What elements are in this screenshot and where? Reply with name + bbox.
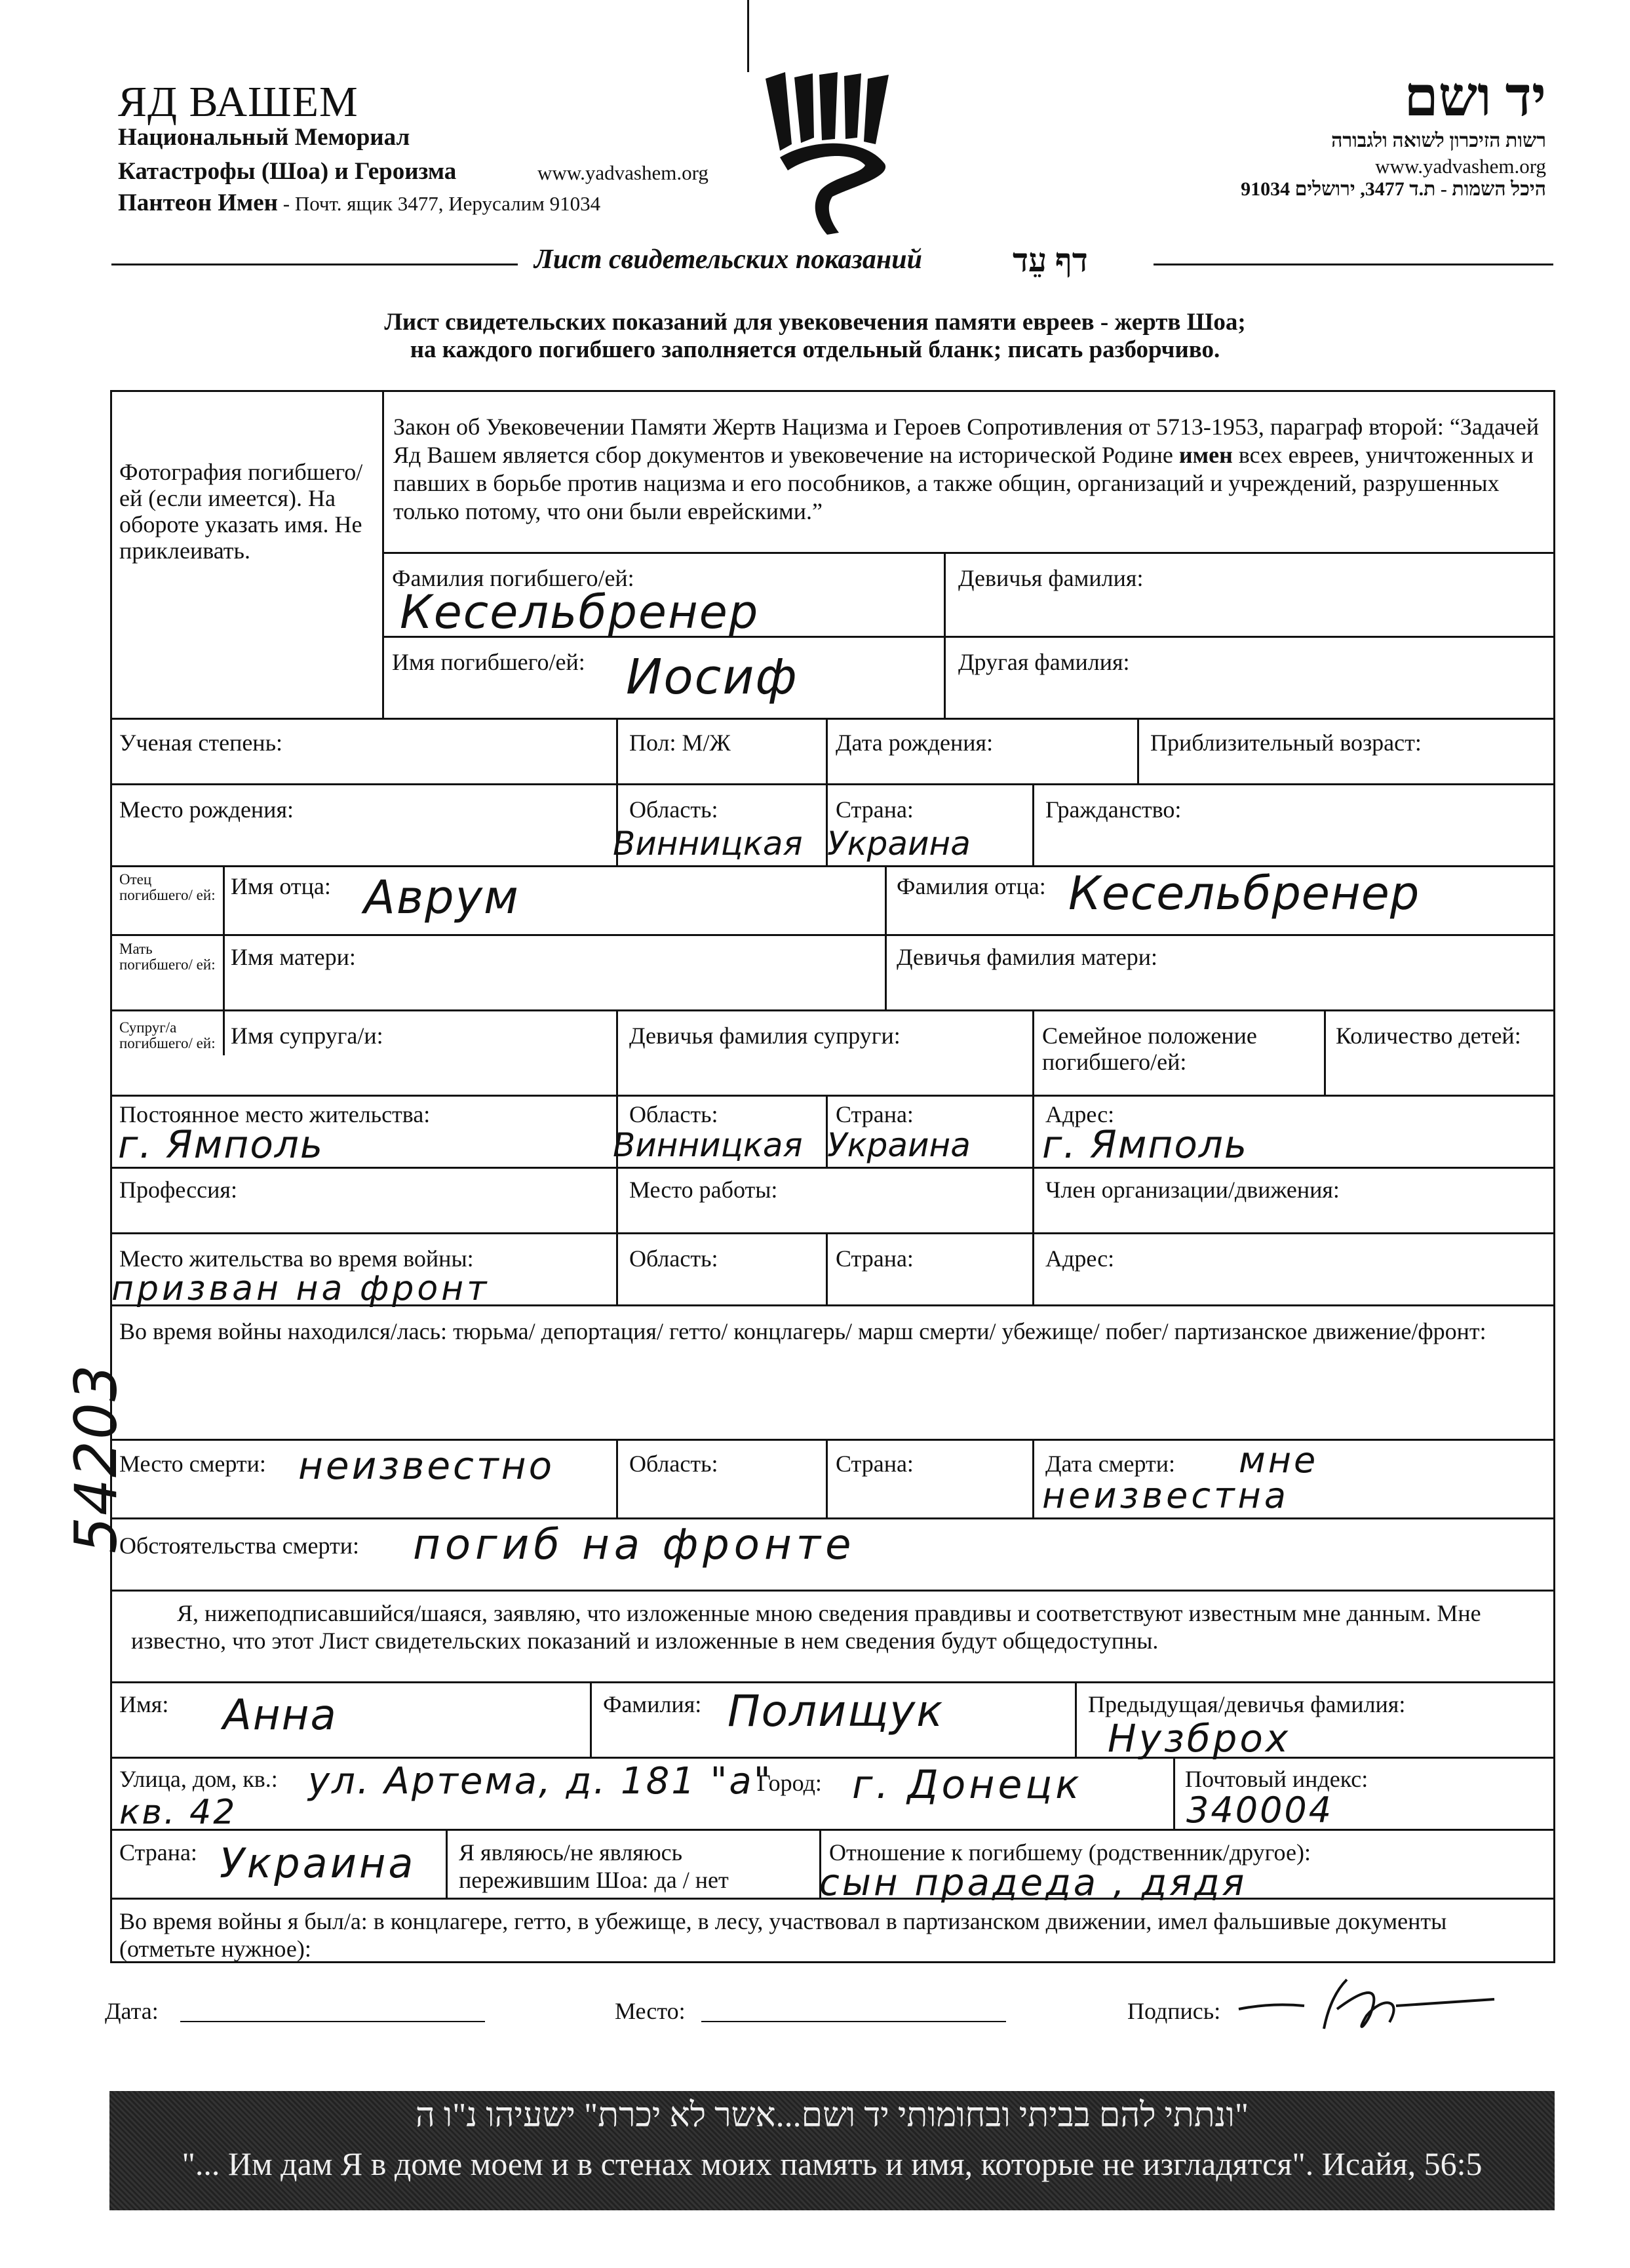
sex-label: Пол: М/Ж	[629, 730, 731, 756]
residence-value[interactable]: г. Ямполь	[118, 1122, 324, 1167]
father-surname-label: Фамилия отца:	[897, 873, 1046, 899]
zip-value[interactable]: 340004	[1186, 1789, 1334, 1831]
birth-region-value[interactable]: Винницкая	[613, 825, 803, 863]
street-label: Улица, дом, кв.:	[119, 1766, 278, 1792]
header-he-line1: רשות הזיכרון לשואה ולגבורה	[1331, 130, 1546, 151]
death-country-label: Страна:	[836, 1451, 914, 1477]
submitter-prev-label: Предыдущая/девичья фамилия:	[1088, 1691, 1406, 1717]
firstname-value[interactable]: Иосиф	[626, 649, 798, 705]
res-country-value[interactable]: Украина	[827, 1126, 971, 1164]
header-ru-line1: Национальный Мемориал	[118, 124, 410, 151]
res-country-label: Страна:	[836, 1101, 914, 1127]
law-text	[393, 413, 1547, 526]
war-address-label: Адрес:	[1045, 1245, 1115, 1272]
marital-label: Семейное положение погибшего/ей:	[1042, 1023, 1257, 1075]
date-label: Дата:	[105, 1998, 159, 2024]
children-label: Количество детей:	[1336, 1023, 1521, 1049]
firstname-label: Имя погибшего/ей:	[392, 649, 585, 675]
father-name-value[interactable]: Аврум	[364, 870, 520, 924]
birthplace-label: Место рождения:	[119, 796, 294, 823]
workplace-label: Место работы:	[629, 1177, 778, 1203]
war-was-label: Во время войны я был/а: в концлагере, гетто, в убежище, в лесу, участвовал в партизанском движении, имел фальшивые документы (отметьте нужное):	[119, 1908, 1447, 1962]
res-region-value[interactable]: Винницкая	[613, 1126, 803, 1164]
father-side-label: Отец погибшего/ ей:	[119, 871, 216, 903]
footer-quote-ru: "... Им дам Я в доме моем и в стенах моих память и имя, которые не изгладятся". Исайя, 56:5	[182, 2145, 1483, 2182]
street-value2[interactable]: кв. 42	[119, 1793, 237, 1832]
submitter-country-label: Страна:	[119, 1839, 197, 1866]
archive-number: 54203	[62, 1363, 130, 1554]
birth-region-label: Область:	[629, 796, 718, 823]
declaration-text: Я, нижеподписавшийся/шаяся, заявляю, что изложенные мною сведения правдивы и соответствуют известным мне данным. Мне известно, что этот Лист свидетельских показаний и изложенные в нем сведения будут общедоступны.	[131, 1600, 1481, 1654]
street-value[interactable]: ул. Артема, д. 181 "а"	[308, 1760, 773, 1803]
surname-label: Фамилия погибшего/ей:	[392, 565, 634, 591]
member-label: Член организации/движения:	[1045, 1177, 1340, 1203]
age-label: Приблизительный возраст:	[1150, 730, 1422, 756]
submitter-name-label: Имя:	[119, 1691, 169, 1717]
intro-line2: на каждого погибшего заполняется отдельный бланк; писать разборчиво.	[410, 336, 1220, 363]
address-value[interactable]: г. Ямполь	[1042, 1122, 1249, 1167]
birth-country-label: Страна:	[836, 796, 914, 823]
mother-maiden-label: Девичья фамилия матери:	[897, 944, 1158, 970]
other-surname-label: Другая фамилия:	[958, 649, 1130, 675]
res-region-label: Область:	[629, 1101, 718, 1127]
surname-value[interactable]: Кесельбренер	[400, 585, 760, 639]
zip-label: Почтовый индекс:	[1185, 1766, 1368, 1792]
father-name-label: Имя отца:	[231, 873, 331, 899]
death-date-value1[interactable]: мне	[1239, 1439, 1319, 1481]
during-war-label: Во время войны находился/лась: тюрьма/ депортация/ гетто/ концлагерь/ марш смерти/ убежище/ побег/ партизанское движение/фронт:	[119, 1318, 1486, 1344]
submitter-surname-value[interactable]: Полищук	[728, 1686, 944, 1736]
header-ru-line3-bold: Пантеон Имен	[118, 189, 278, 216]
residence-label: Постоянное место жительства:	[119, 1101, 431, 1127]
photo-note: Фотография погибшего/ей (если имеется). На обороте указать имя. Не приклеивать.	[119, 459, 363, 564]
header-ru-title: ЯД ВАШЕМ	[118, 78, 359, 126]
citizenship-label: Гражданство:	[1045, 796, 1182, 823]
form-title-he: דף עֵד	[1013, 242, 1088, 279]
spouse-name-label: Имя супруга/и:	[231, 1023, 383, 1049]
war-region-label: Область:	[629, 1245, 718, 1272]
header-ru-line3	[118, 189, 600, 217]
title-rule-right	[1154, 264, 1553, 265]
submitter-country-value[interactable]: Украина	[220, 1839, 416, 1887]
relation-value[interactable]: сын прадеда , дядя	[819, 1862, 1247, 1904]
law-text-before: Закон об Увековечении Памяти Жертв Нацизма и Героев Сопротивления от 5713-1953, параграф второй: “Задачей Яд Вашем является сбор документов и увековечение на исторической Родине	[393, 414, 1540, 468]
handwritten-signature	[1232, 1970, 1507, 2042]
city-label: Город:	[757, 1770, 822, 1796]
submitter-prev-value[interactable]: Нузброх	[1108, 1716, 1291, 1761]
place-line[interactable]	[701, 2021, 1006, 2022]
header-he-line3: היכל השמות - ת.ד 3477, ירושלים 91034	[1241, 178, 1546, 200]
spouse-maiden-label: Девичья фамилия супруги:	[629, 1023, 901, 1049]
submitter-name-value[interactable]: Анна	[223, 1691, 338, 1740]
survivor-label2: пережившим Шоа: да / нет	[459, 1867, 729, 1893]
spouse-side-label: Супруг/а погибшего/ ей:	[119, 1019, 216, 1051]
submitter-surname-label: Фамилия:	[603, 1691, 702, 1717]
signature-label: Подпись:	[1127, 1998, 1221, 2024]
death-date-label: Дата смерти:	[1045, 1451, 1176, 1477]
address-label: Адрес:	[1045, 1101, 1115, 1127]
title-rule-left	[111, 264, 518, 265]
header-ru-url: www.yadvashem.org	[537, 161, 708, 184]
place-label: Место:	[615, 1998, 686, 2024]
birth-country-value[interactable]: Украина	[827, 825, 971, 863]
date-line[interactable]	[180, 2021, 485, 2022]
maiden-label: Девичья фамилия:	[958, 565, 1144, 591]
war-residence-label: Место жительства во время войны:	[119, 1245, 474, 1272]
form-title-ru: Лист свидетельских показаний	[534, 244, 922, 275]
intro-line1: Лист свидетельских показаний для увековечения памяти евреев - жертв Шоа;	[384, 309, 1246, 336]
degree-label: Ученая степень:	[119, 730, 282, 756]
header-ru-line3-rest: - Почт. ящик 3477, Иерусалим 91034	[278, 192, 601, 215]
mother-name-label: Имя матери:	[231, 944, 356, 970]
father-surname-value[interactable]: Кесельбренер	[1068, 867, 1420, 920]
city-value[interactable]: г. Донецк	[852, 1762, 1083, 1808]
law-text-bold: имен	[1178, 442, 1233, 468]
footer-quote-he: "ונתתי להם בביתי ובחומותי יד ושם...אשר לא יכרת" ישעיהו נ"ו ה	[415, 2097, 1249, 2134]
death-place-label: Место смерти:	[119, 1451, 266, 1477]
death-region-label: Область:	[629, 1451, 718, 1477]
header-he-url: www.yadvashem.org	[1375, 155, 1546, 178]
yad-vashem-logo	[754, 66, 911, 236]
relation-label: Отношение к погибшему (родственник/другое):	[829, 1839, 1311, 1866]
war-country-label: Страна:	[836, 1245, 914, 1272]
header-he-title: יד ושם	[1404, 67, 1546, 128]
header-ru-line2: Катастрофы (Шоа) и Героизма	[118, 158, 457, 185]
circumstances-value[interactable]: погиб на фронте	[413, 1521, 856, 1569]
death-date-value2[interactable]: неизвестна	[1042, 1475, 1289, 1516]
law-text-after: всех евреев, уничтоженных и павших в борьбе против нацизма и его пособников, а также общин, организаций и учреждений, разрушенных только потому, что они были еврейскими.”	[393, 442, 1534, 524]
dob-label: Дата рождения:	[836, 730, 994, 756]
death-place-value[interactable]: неизвестно	[298, 1443, 555, 1488]
mother-side-label: Мать погибшего/ ей:	[119, 941, 216, 973]
profession-label: Профессия:	[119, 1177, 237, 1203]
circumstances-label: Обстоятельства смерти:	[119, 1533, 359, 1559]
war-residence-value[interactable]: призван на фронт	[111, 1269, 490, 1308]
survivor-label1: Я являюсь/не являюсь	[459, 1839, 683, 1866]
